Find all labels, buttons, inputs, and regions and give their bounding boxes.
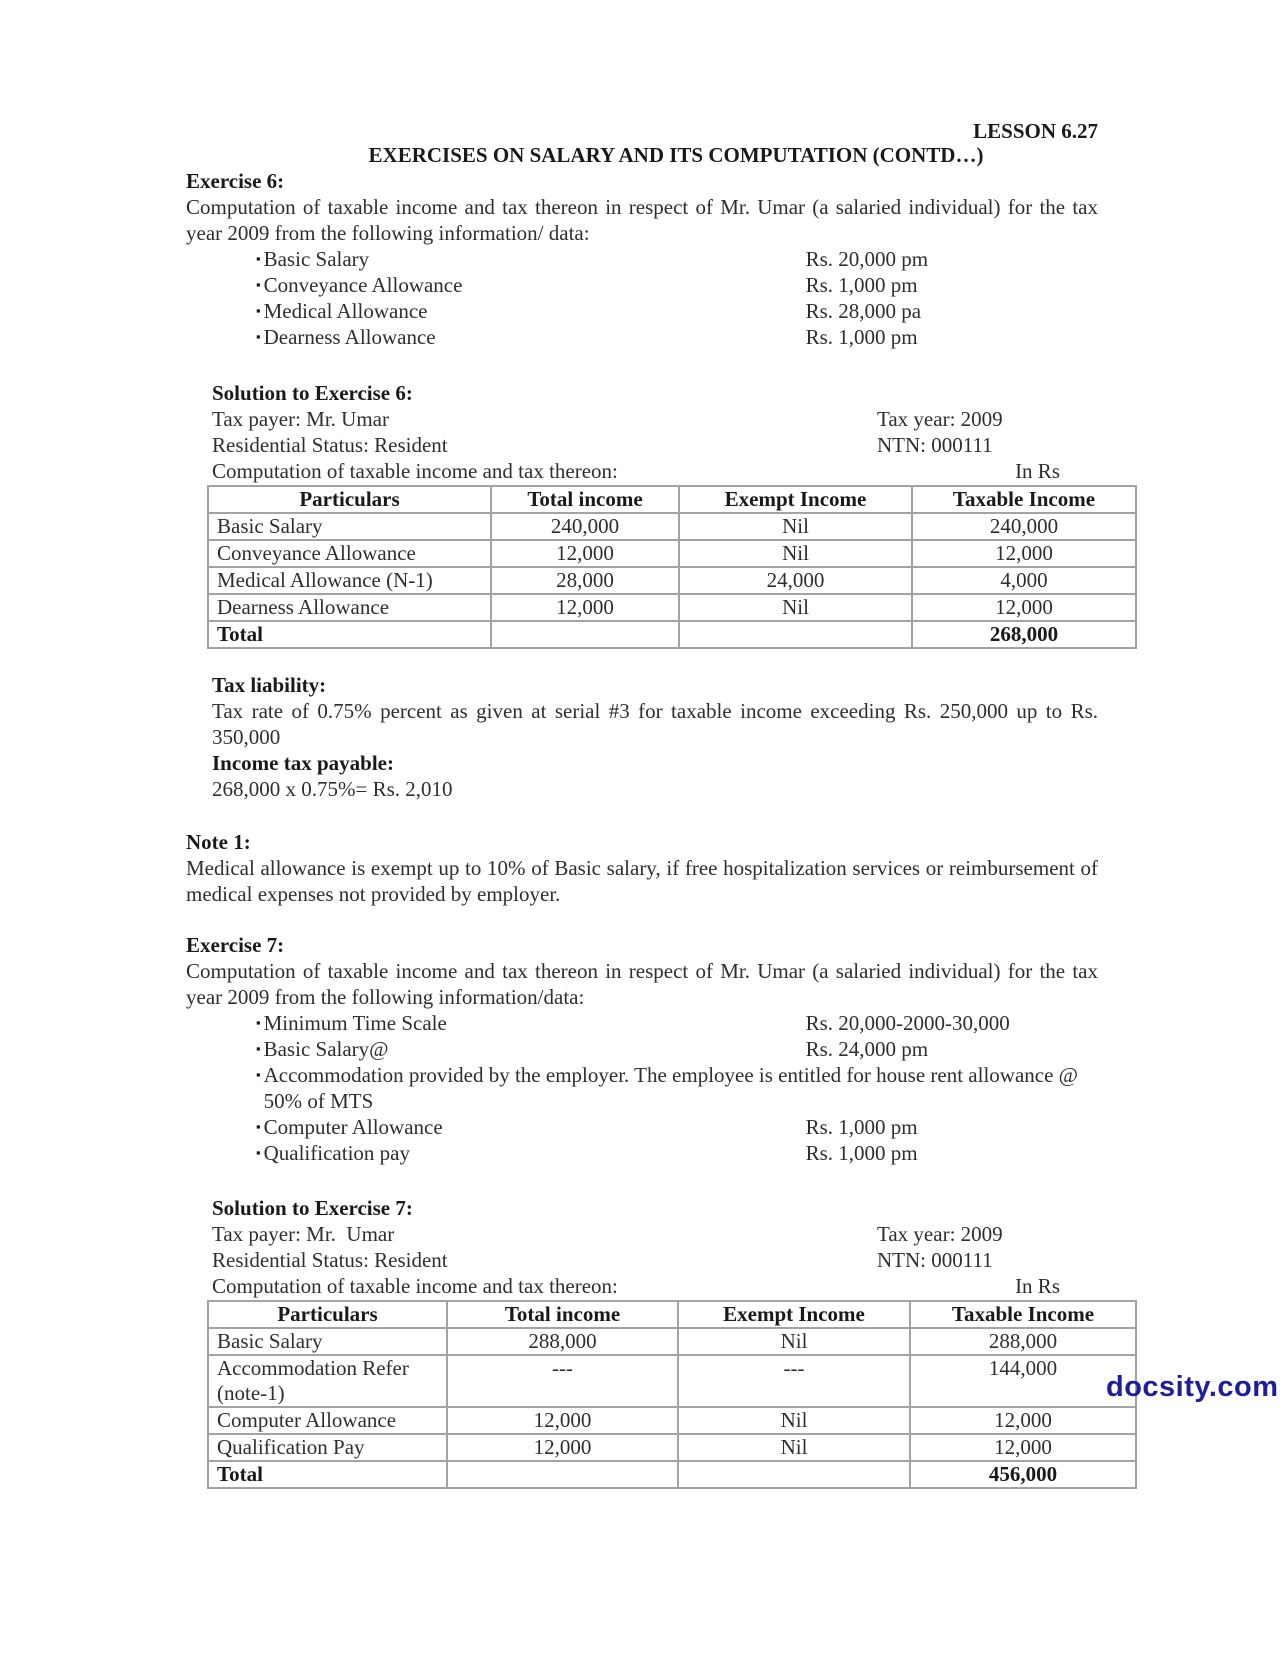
table-total-row — [208, 1461, 1136, 1488]
bullet-square-icon: ▪ — [256, 329, 261, 344]
exercise-6-section — [186, 168, 1098, 350]
table-cell: 288,000 — [447, 1328, 678, 1355]
table-cell: 4,000 — [912, 567, 1136, 594]
total-label-cell: Total — [208, 1461, 447, 1488]
item-label — [264, 1062, 1104, 1114]
docsity-watermark: docsity.com — [1106, 1371, 1279, 1403]
bullet-square-icon: ▪ — [256, 251, 261, 266]
solution-7-heading: Solution to Exercise 7: — [212, 1196, 413, 1220]
item-label: Minimum Time Scale — [263, 1011, 447, 1035]
table-header-row — [208, 486, 1136, 513]
item-value: Rs. 1,000 pm — [805, 273, 918, 297]
bullet-square-icon: ▪ — [256, 1041, 261, 1056]
table-cell — [679, 621, 912, 648]
note-1-section — [186, 829, 1098, 907]
item-label: Dearness Allowance — [263, 325, 436, 349]
item-label: Medical Allowance — [263, 299, 428, 323]
list-item — [186, 298, 1098, 324]
item-value: Rs. 20,000-2000-30,000 — [805, 1011, 1010, 1035]
solution-7-header-block — [212, 1195, 1098, 1299]
item-label: Conveyance Allowance — [263, 273, 463, 297]
total-value-cell: 456,000 — [910, 1461, 1136, 1488]
item-label-line1: Accommodation provided by the employer. The employee is entitled for house rent allowance @ — [263, 1063, 1078, 1087]
residential-status-label: Residential Status: Resident — [212, 1248, 448, 1272]
in-rs-label: In Rs — [1015, 459, 1060, 483]
computation-row — [212, 458, 1098, 484]
list-item — [186, 1010, 1098, 1036]
exercise-7-info-list — [186, 1010, 1098, 1166]
table-cell: 144,000 — [910, 1355, 1136, 1407]
table-cell: Nil — [679, 513, 912, 540]
item-value: Rs. 24,000 pm — [805, 1037, 929, 1061]
computation-row — [212, 1273, 1098, 1299]
table-cell: Nil — [678, 1407, 910, 1434]
table-cell: 24,000 — [679, 567, 912, 594]
computation-label: Computation of taxable income and tax thereon: — [212, 459, 618, 483]
table-cell: 240,000 — [491, 513, 679, 540]
bullet-square-icon: ▪ — [256, 303, 261, 318]
table-cell: 12,000 — [491, 594, 679, 621]
list-item — [186, 1062, 1098, 1114]
bullet-square-icon: ▪ — [256, 1015, 261, 1030]
table-cell — [447, 1461, 678, 1488]
table-header-cell: Total income — [491, 486, 679, 513]
note-1-text: Medical allowance is exempt up to 10% of Basic salary, if free hospitalization services or reimbursement of medical expenses not provided by employer. — [186, 856, 1098, 906]
income-tax-formula: 268,000 x 0.75%= Rs. 2,010 — [212, 777, 453, 801]
table-row — [208, 540, 1136, 567]
table-cell: 12,000 — [491, 540, 679, 567]
exercise-7-heading: Exercise 7: — [186, 933, 285, 957]
bullet-square-icon: ▪ — [256, 277, 261, 292]
table-header-cell: Taxable Income — [910, 1301, 1136, 1328]
table-header-row — [208, 1301, 1136, 1328]
income-table-exercise-7 — [207, 1300, 1137, 1489]
item-label: Basic Salary — [263, 247, 370, 271]
item-value: Rs. 1,000 pm — [805, 1115, 918, 1139]
table-cell: 12,000 — [447, 1407, 678, 1434]
table-cell: 12,000 — [910, 1407, 1136, 1434]
table-cell: Conveyance Allowance — [208, 540, 491, 567]
table-row — [208, 513, 1136, 540]
list-item — [186, 246, 1098, 272]
tax-liability-block — [212, 672, 1098, 802]
item-value: Rs. 28,000 pa — [805, 299, 922, 323]
computation-label: Computation of taxable income and tax thereon: — [212, 1274, 618, 1298]
taxpayer-row — [212, 406, 1098, 432]
in-rs-label: In Rs — [1015, 1274, 1060, 1298]
tax-liability-text: Tax rate of 0.75% percent as given at serial #3 for taxable income exceeding Rs. 250,000 up to Rs. 350,000 — [212, 699, 1098, 749]
table-cell: 28,000 — [491, 567, 679, 594]
taxpayer-label: Tax payer: Mr. Umar — [212, 1222, 395, 1246]
table-row — [208, 1355, 1136, 1407]
table-cell: 12,000 — [912, 594, 1136, 621]
page-title: EXERCISES ON SALARY AND ITS COMPUTATION (CONTD…) — [368, 143, 984, 167]
table-cell: 12,000 — [447, 1434, 678, 1461]
table-cell: Nil — [679, 594, 912, 621]
table-cell: 12,000 — [910, 1434, 1136, 1461]
table-cell: Dearness Allowance — [208, 594, 491, 621]
residential-status-label: Residential Status: Resident — [212, 433, 448, 457]
item-value: Rs. 20,000 pm — [805, 247, 929, 271]
bullet-square-icon: ▪ — [256, 1145, 261, 1160]
table-row — [208, 567, 1136, 594]
exercise-7-section — [186, 932, 1098, 1166]
table-row — [208, 1328, 1136, 1355]
list-item — [186, 324, 1098, 350]
table-header-cell: Particulars — [208, 1301, 447, 1328]
bullet-square-icon: ▪ — [256, 1119, 261, 1134]
tax-year-label: Tax year: 2009 — [877, 1222, 1003, 1246]
table-cell: 240,000 — [912, 513, 1136, 540]
exercise-7-intro: Computation of taxable income and tax thereon in respect of Mr. Umar (a salaried individual) for the tax year 2009 from the following information/data: — [186, 959, 1098, 1009]
exercise-6-heading: Exercise 6: — [186, 169, 285, 193]
residential-row — [212, 432, 1098, 458]
list-item — [186, 1114, 1098, 1140]
ntn-label: NTN: 000111 — [877, 1248, 993, 1272]
total-value-cell: 268,000 — [912, 621, 1136, 648]
table-cell — [678, 1461, 910, 1488]
table-header-cell: Taxable Income — [912, 486, 1136, 513]
tax-liability-heading: Tax liability: — [212, 673, 327, 697]
table-cell: Basic Salary — [208, 513, 491, 540]
table-cell: Nil — [678, 1328, 910, 1355]
item-label: Computer Allowance — [263, 1115, 443, 1139]
bullet-square-icon: ▪ — [256, 1067, 261, 1082]
income-table-exercise-6 — [207, 485, 1137, 649]
table-cell: Nil — [679, 540, 912, 567]
table-cell: 288,000 — [910, 1328, 1136, 1355]
table-cell: Basic Salary — [208, 1328, 447, 1355]
table-cell: --- — [678, 1355, 910, 1407]
item-value: Rs. 1,000 pm — [805, 1141, 918, 1165]
table-row — [208, 594, 1136, 621]
residential-row — [212, 1247, 1098, 1273]
list-item — [186, 1140, 1098, 1166]
taxpayer-label: Tax payer: Mr. Umar — [212, 407, 389, 431]
taxpayer-row — [212, 1221, 1098, 1247]
table-cell: Medical Allowance (N-1) — [208, 567, 491, 594]
item-label: Qualification pay — [263, 1141, 410, 1165]
table-cell: --- — [447, 1355, 678, 1407]
total-label-cell: Total — [208, 621, 491, 648]
income-tax-payable-heading: Income tax payable: — [212, 751, 394, 775]
note-1-heading: Note 1: — [186, 830, 251, 854]
table-header-cell: Exempt Income — [679, 486, 912, 513]
table-header-cell: Total income — [447, 1301, 678, 1328]
table-cell: Qualification Pay — [208, 1434, 447, 1461]
table-cell: Nil — [678, 1434, 910, 1461]
table-cell: 12,000 — [912, 540, 1136, 567]
item-value: Rs. 1,000 pm — [805, 325, 918, 349]
solution-6-heading: Solution to Exercise 6: — [212, 381, 413, 405]
table-row — [208, 1407, 1136, 1434]
table-row — [208, 1434, 1136, 1461]
list-item — [186, 272, 1098, 298]
table-cell: Accommodation Refer (note-1) — [208, 1355, 447, 1407]
table-cell: Computer Allowance — [208, 1407, 447, 1434]
lesson-number: LESSON 6.27 — [973, 119, 1098, 143]
tax-year-label: Tax year: 2009 — [877, 407, 1003, 431]
exercise-6-intro: Computation of taxable income and tax thereon in respect of Mr. Umar (a salaried individual) for the tax year 2009 from the following information/ data: — [186, 195, 1098, 245]
solution-6-header-block — [212, 380, 1098, 484]
table-header-cell: Particulars — [208, 486, 491, 513]
item-label-line2: 50% of MTS — [263, 1089, 374, 1113]
table-cell — [491, 621, 679, 648]
list-item — [186, 1036, 1098, 1062]
ntn-label: NTN: 000111 — [877, 433, 993, 457]
table-header-cell: Exempt Income — [678, 1301, 910, 1328]
table-total-row — [208, 621, 1136, 648]
item-label: Basic Salary@ — [263, 1037, 389, 1061]
exercise-6-info-list — [186, 246, 1098, 350]
